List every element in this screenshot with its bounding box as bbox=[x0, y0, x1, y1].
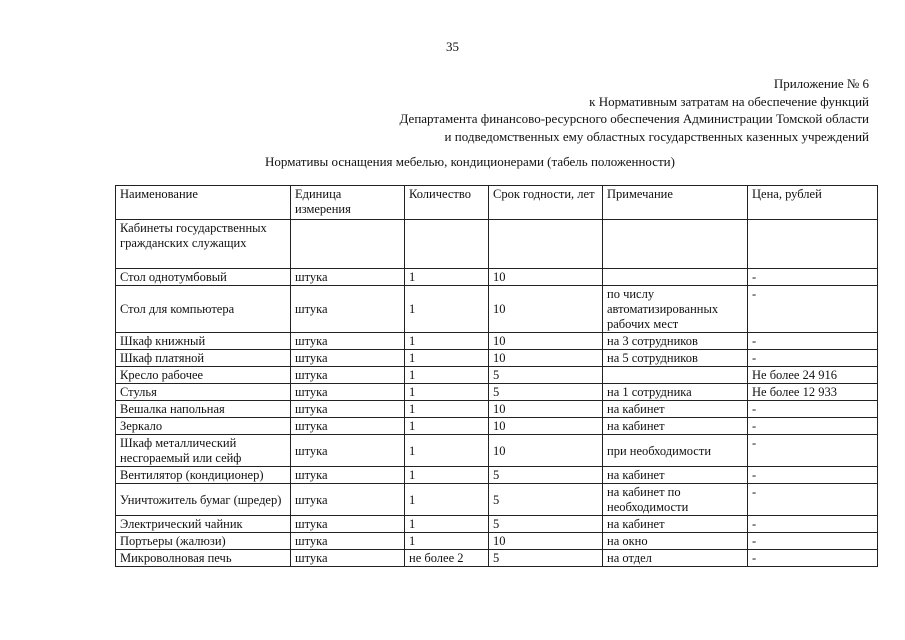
item-unit: штука bbox=[291, 550, 405, 567]
item-name: Электрический чайник bbox=[116, 516, 291, 533]
item-note bbox=[603, 269, 748, 286]
item-price: - bbox=[748, 418, 878, 435]
column-header: Примечание bbox=[603, 186, 748, 220]
column-header: Цена, рублей bbox=[748, 186, 878, 220]
item-price: - bbox=[748, 435, 878, 467]
appendix-line: и подведомственных ему областных государственных казенных учреждений bbox=[444, 128, 869, 144]
item-term: 5 bbox=[489, 467, 603, 484]
item-price: - bbox=[748, 467, 878, 484]
item-quantity: 1 bbox=[405, 516, 489, 533]
item-term: 10 bbox=[489, 286, 603, 333]
item-quantity: 1 bbox=[405, 401, 489, 418]
item-name: Уничтожитель бумаг (шредер) bbox=[116, 484, 291, 516]
item-note: на кабинет bbox=[603, 401, 748, 418]
item-unit: штука bbox=[291, 269, 405, 286]
item-unit: штука bbox=[291, 435, 405, 467]
table-row bbox=[116, 516, 878, 533]
item-name: Стол для компьютера bbox=[116, 286, 291, 333]
table-row bbox=[116, 269, 878, 286]
table-cell bbox=[748, 220, 878, 269]
item-name: Микроволновая печь bbox=[116, 550, 291, 567]
table-header-row bbox=[116, 186, 878, 220]
item-name: Шкаф книжный bbox=[116, 333, 291, 350]
table-row bbox=[116, 333, 878, 350]
appendix-header bbox=[400, 75, 869, 145]
item-price: - bbox=[748, 484, 878, 516]
item-quantity: 1 bbox=[405, 418, 489, 435]
item-price: - bbox=[748, 533, 878, 550]
item-term: 5 bbox=[489, 367, 603, 384]
item-term: 10 bbox=[489, 401, 603, 418]
column-header: Наименование bbox=[116, 186, 291, 220]
item-price: Не более 12 933 bbox=[748, 384, 878, 401]
item-quantity: 1 bbox=[405, 350, 489, 367]
item-quantity: 1 bbox=[405, 484, 489, 516]
item-name: Зеркало bbox=[116, 418, 291, 435]
item-unit: штука bbox=[291, 533, 405, 550]
item-unit: штука bbox=[291, 484, 405, 516]
table-row bbox=[116, 350, 878, 367]
item-term: 5 bbox=[489, 550, 603, 567]
item-unit: штука bbox=[291, 286, 405, 333]
item-name: Стол однотумбовый bbox=[116, 269, 291, 286]
table-cell bbox=[405, 220, 489, 269]
item-term: 10 bbox=[489, 350, 603, 367]
item-price: - bbox=[748, 550, 878, 567]
table-row bbox=[116, 435, 878, 467]
item-name: Вешалка напольная bbox=[116, 401, 291, 418]
item-unit: штука bbox=[291, 384, 405, 401]
item-term: 10 bbox=[489, 435, 603, 467]
item-note: на 1 сотрудника bbox=[603, 384, 748, 401]
table-row bbox=[116, 484, 878, 516]
item-quantity: 1 bbox=[405, 269, 489, 286]
table-row bbox=[116, 550, 878, 567]
item-name: Вентилятор (кондиционер) bbox=[116, 467, 291, 484]
item-quantity: 1 bbox=[405, 533, 489, 550]
appendix-line: Департамента финансово-ресурсного обеспечения Администрации Томской области bbox=[399, 111, 869, 126]
section-title: Кабинеты государственных гражданских служащих bbox=[116, 220, 291, 269]
item-unit: штука bbox=[291, 350, 405, 367]
item-quantity: 1 bbox=[405, 384, 489, 401]
item-term: 10 bbox=[489, 269, 603, 286]
item-unit: штука bbox=[291, 467, 405, 484]
table-row bbox=[116, 533, 878, 550]
item-unit: штука bbox=[291, 401, 405, 418]
column-header: Срок годности, лет bbox=[489, 186, 603, 220]
item-price: - bbox=[748, 333, 878, 350]
item-price: - bbox=[748, 269, 878, 286]
norms-table bbox=[115, 185, 878, 567]
item-note: на окно bbox=[603, 533, 748, 550]
table-cell bbox=[603, 220, 748, 269]
item-note: при необходимости bbox=[603, 435, 748, 467]
item-quantity: 1 bbox=[405, 333, 489, 350]
section-row bbox=[116, 220, 878, 269]
item-price: - bbox=[748, 350, 878, 367]
item-term: 5 bbox=[489, 516, 603, 533]
item-note: на 5 сотрудников bbox=[603, 350, 748, 367]
table-cell bbox=[489, 220, 603, 269]
item-quantity: 1 bbox=[405, 435, 489, 467]
item-quantity: 1 bbox=[405, 286, 489, 333]
item-unit: штука bbox=[291, 333, 405, 350]
item-term: 10 bbox=[489, 333, 603, 350]
document-title: Нормативы оснащения мебелью, кондиционерами (табель положенности) bbox=[265, 154, 675, 169]
item-price: Не более 24 916 bbox=[748, 367, 878, 384]
item-name: Кресло рабочее bbox=[116, 367, 291, 384]
column-header: Количество bbox=[405, 186, 489, 220]
table-row bbox=[116, 384, 878, 401]
item-quantity: 1 bbox=[405, 367, 489, 384]
item-name: Портьеры (жалюзи) bbox=[116, 533, 291, 550]
item-note bbox=[603, 367, 748, 384]
item-quantity: не более 2 bbox=[405, 550, 489, 567]
table-row bbox=[116, 418, 878, 435]
item-unit: штука bbox=[291, 367, 405, 384]
item-note: на отдел bbox=[603, 550, 748, 567]
item-price: - bbox=[748, 401, 878, 418]
item-name: Шкаф металлический несгораемый или сейф bbox=[116, 435, 291, 467]
table-row bbox=[116, 401, 878, 418]
table-cell bbox=[291, 220, 405, 269]
item-note: на кабинет bbox=[603, 516, 748, 533]
item-unit: штука bbox=[291, 418, 405, 435]
item-term: 10 bbox=[489, 418, 603, 435]
item-name: Стулья bbox=[116, 384, 291, 401]
item-price: - bbox=[748, 516, 878, 533]
item-note: на кабинет bbox=[603, 467, 748, 484]
table-row bbox=[116, 286, 878, 333]
item-quantity: 1 bbox=[405, 467, 489, 484]
item-note: на кабинет по необходимости bbox=[603, 484, 748, 516]
item-note: на 3 сотрудников bbox=[603, 333, 748, 350]
table-row bbox=[116, 367, 878, 384]
item-note: на кабинет bbox=[603, 418, 748, 435]
table-body bbox=[116, 220, 878, 567]
item-price: - bbox=[748, 286, 878, 333]
item-note: по числу автоматизированных рабочих мест bbox=[603, 286, 748, 333]
item-term: 5 bbox=[489, 484, 603, 516]
appendix-line: Приложение № 6 bbox=[773, 76, 869, 91]
column-header: Единица измерения bbox=[291, 186, 405, 220]
item-term: 10 bbox=[489, 533, 603, 550]
page-number: 35 bbox=[446, 39, 459, 54]
item-term: 5 bbox=[489, 384, 603, 401]
item-name: Шкаф платяной bbox=[116, 350, 291, 367]
appendix-line: к Нормативным затратам на обеспечение функций bbox=[589, 93, 869, 109]
table-row bbox=[116, 467, 878, 484]
item-unit: штука bbox=[291, 516, 405, 533]
